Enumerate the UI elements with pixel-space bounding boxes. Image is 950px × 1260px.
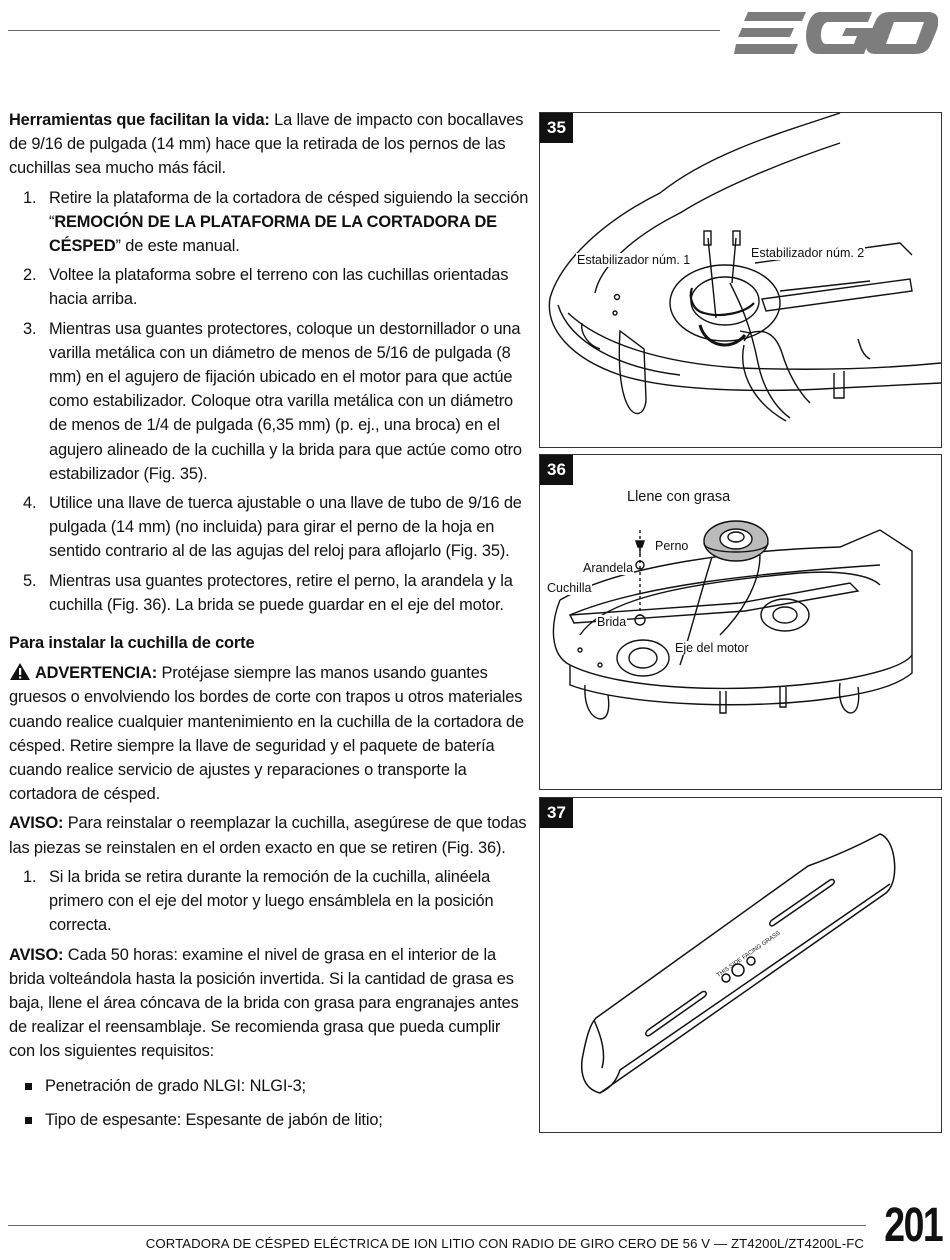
warning-label: ADVERTENCIA: [35,664,158,683]
callout-motor-shaft: Eje del motor [675,641,749,655]
figure-37 [539,797,942,1133]
step-item: 2. Voltee la plataforma sobre el terreno con las cuchillas orientadas hacia arriba. [23,266,509,309]
blade-side-marking: THIS SIDE FACING GRASS [716,930,782,979]
step-item: 1. Si la brida se retira durante la remoción de la cuchilla, alinéela primero con el eje del motor y luego ensámblela en la posición correcta. [23,867,494,935]
callout-stabilizer-2: Estabilizador núm. 2 [751,246,865,260]
page-number: 201 [884,1199,942,1252]
warning-icon [9,662,31,681]
intro-paragraph [9,108,529,181]
grease-requirements-list [9,1074,529,1132]
install-steps [9,865,529,938]
step-item: 5. Mientras usa guantes protectores, retire el perno, la arandela y la cuchilla (Fig. 36). La brida se puede guardar en el eje del motor. [23,571,513,614]
footer-rule [8,1225,866,1226]
removal-steps [9,186,529,617]
callout-bolt: Perno [655,539,689,553]
notice-paragraph-1: AVISO: Para reinstalar o reemplazar la cuchilla, asegúrese de que todas las piezas se reinstalen en el orden exacto en que se retiren (Fig. 36). [9,814,527,857]
figure-number: 36 [540,455,573,485]
list-item: Tipo de espesante: Espesante de jabón de litio; [9,1108,529,1132]
step-item: 4. Utilice una llave de tuerca ajustable o una llave de tubo de 9/16 de pulgada (14 mm) (no incluida) para girar el perno de la hoja en sentido contrario al de las agujas del reloj para aflojarlo (Fig. 35). [23,494,522,561]
notice-paragraph-2: AVISO: Cada 50 horas: examine el nivel de grasa en el interior de la brida volteándola hasta la posición invertida. Si la cantidad de grasa es baja, llene el área cóncava de la brida con grasa para engranajes antes de realizar el reensamblaje. Se recomienda grasa que pueda cumplir con los siguientes requisitos: [9,945,519,1061]
step-item: 1. Retire la plataforma de la cortadora de césped siguiendo la sección “REMOCIÓN DE LA PLATAFORMA DE LA CORTADORA DE CÉSPED” de este manual. [23,188,529,256]
figure-number: 35 [540,113,573,143]
callout-flange: Brida [597,615,627,629]
header-rule [8,30,720,31]
callout-fill-grease: Llene con grasa [627,489,731,505]
list-item: Penetración de grado NLGI: NLGI-3; [9,1074,529,1098]
cutting-blade-illustration [540,798,941,1132]
intro-text: La llave de impacto con bocallaves de 9/16 de pulgada (14 mm) hace que la retirada de los pernos de las cuchillas sea mucho más fácil. [9,111,524,178]
callout-stabilizer-1: Estabilizador núm. 1 [577,253,691,267]
callout-washer: Arandela [583,561,634,575]
step-item: 3. Mientras usa guantes protectores, coloque un destornillador o una varilla metálica con un diámetro de menos de 5/16 de pulgada (8 mm) en el agujero de fijación ubicado en el motor para que actúe como estabilizador. Coloque otra varilla metálica con un diámetro de menos de 1/4 de pulgada (6,35 mm) (p. ej., una broca) en el agujero alineado de la cuchilla y la brida para que actúe como otro estabilizador (Fig. 35). [23,319,522,483]
ego-logo [734,8,938,58]
install-heading: Para instalar la cuchilla de corte [9,634,255,653]
footer-title: CORTADORA DE CÉSPED ELÉCTRICA DE ION LITIO CON RADIO DE GIRO CERO DE 56 V — ZT4200L/ZT4200L-FC [145,1236,864,1251]
figure-number: 37 [540,798,573,828]
figure-35 [539,112,942,448]
warning-paragraph: ADVERTENCIA: Protéjase siempre las manos usando guantes gruesos o envolviendo los bordes de corte con trapos u otros materiales cuando realice cualquier mantenimiento en la cuchilla de la cortadora de césped. Retire siempre la llave de seguridad y el paquete de batería cuando realice servicio de ajustes y reparaciones o transporte la cortadora de césped. [9,664,524,804]
main-text-column [9,108,529,1142]
figure-36 [539,454,942,790]
callout-blade: Cuchilla [547,581,592,595]
notice-label: AVISO: [9,945,64,964]
notice-label: AVISO: [9,814,64,833]
intro-bold-label: Herramientas que facilitan la vida: [9,111,270,129]
mower-deck-illustration [540,113,941,447]
